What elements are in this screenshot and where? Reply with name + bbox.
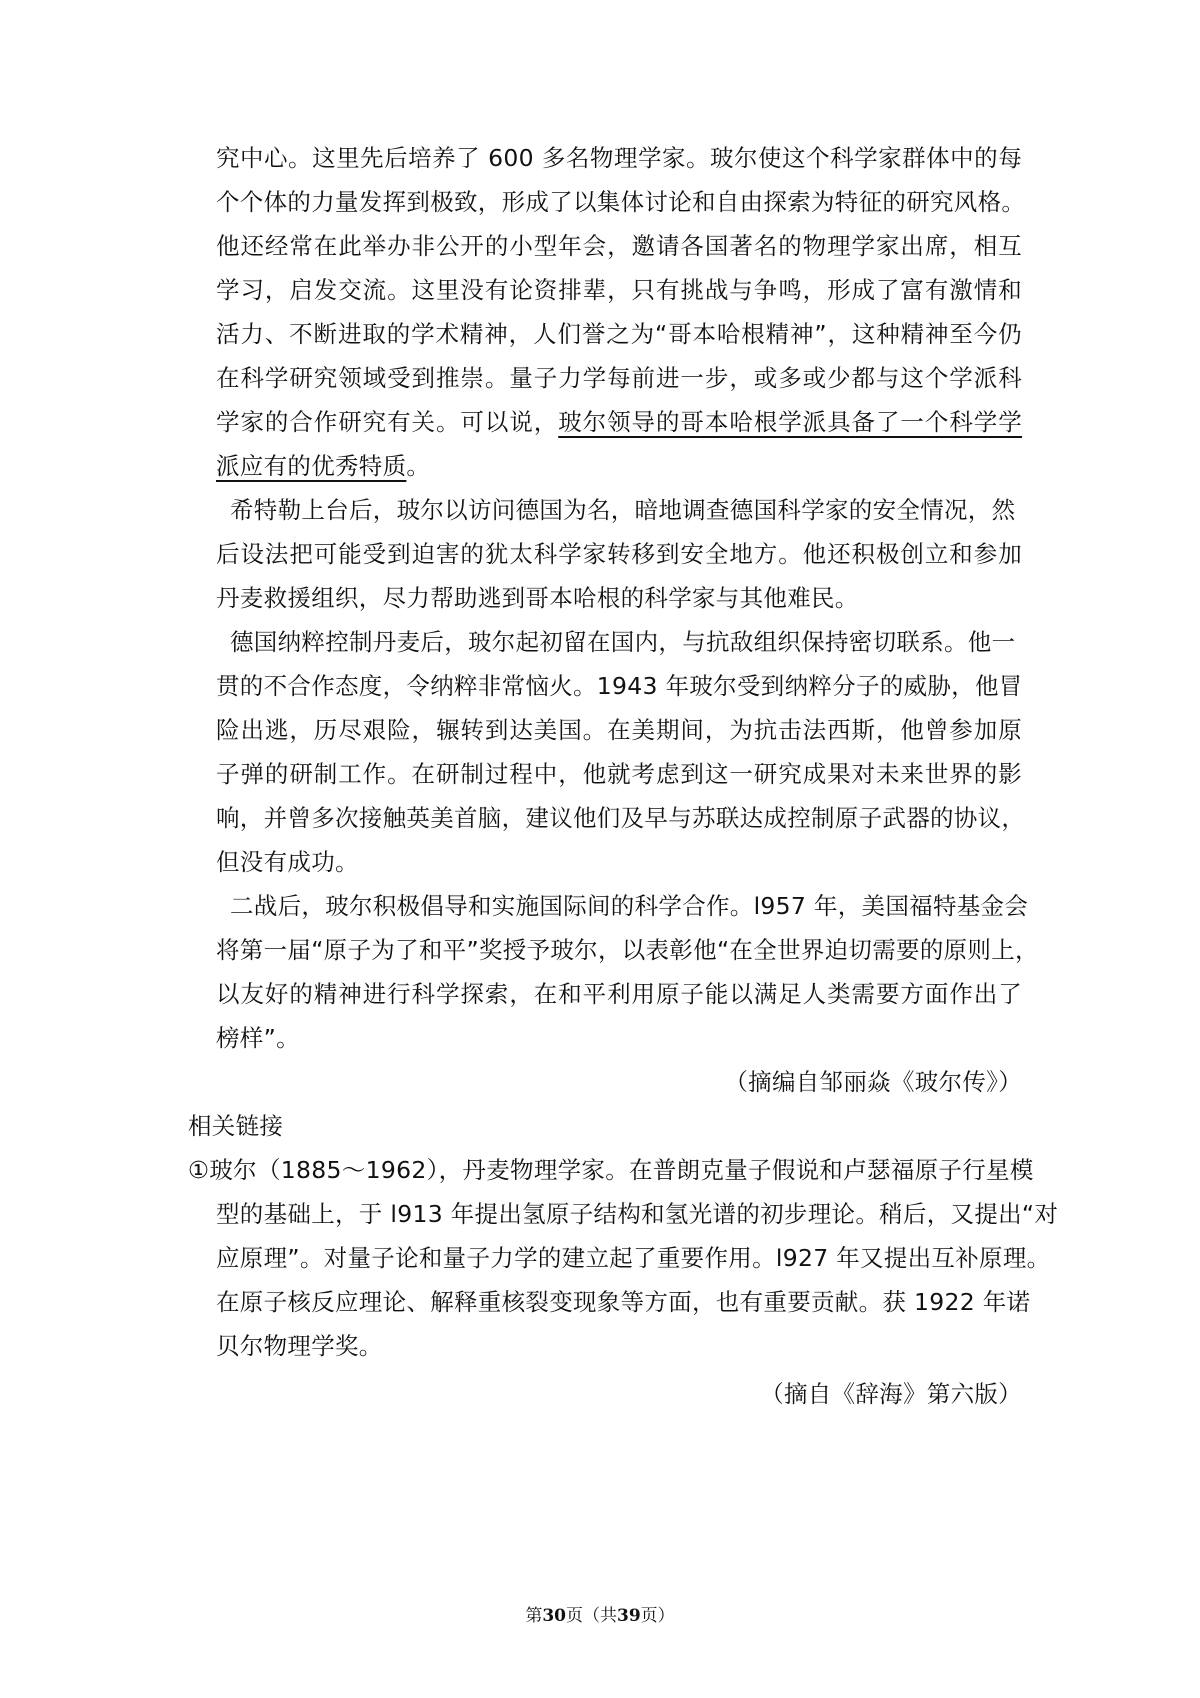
text-line: 希特勒上台后，玻尔以访问德国为名，暗地调查德国科学家的安全情况，然 bbox=[230, 496, 1016, 524]
underlined-text: 玻尔领导的哥本哈根学派具备了一个科学学 bbox=[558, 408, 1023, 436]
page-number: 30 bbox=[542, 1606, 566, 1626]
text-segment: 。 bbox=[406, 452, 431, 480]
text-line: 活力、不断进取的学术精神，人们誉之为“哥本哈根精神”，这种精神至今仍 bbox=[216, 320, 1022, 348]
text-line: 型的基础上，于 l913 年提出氢原子结构和氢光谱的初步理论。稍后，又提出“对 bbox=[216, 1200, 1059, 1228]
source-citation: （摘自《辞海》第六版） bbox=[760, 1380, 1022, 1408]
section-heading: 相关链接 bbox=[188, 1112, 284, 1140]
text-line: 榜样”。 bbox=[216, 1024, 300, 1052]
page-footer bbox=[0, 1604, 1200, 1628]
text-line: 应原理”。对量子论和量子力学的建立起了重要作用。l927 年又提出互补原理。 bbox=[216, 1244, 1051, 1272]
footer-suffix: 页） bbox=[640, 1606, 675, 1626]
text-line bbox=[216, 406, 1022, 438]
text-segment: 学家的合作研究有关。可以说， bbox=[216, 408, 559, 436]
text-line: 贯的不合作态度，令纳粹非常恼火。1943 年玻尔受到纳粹分子的威胁，他冒 bbox=[216, 672, 1023, 700]
text-line: 个个体的力量发挥到极致，形成了以集体讨论和自由探索为特征的研究风格。 bbox=[216, 188, 1026, 216]
text-line: 响，并曾多次接触英美首脑，建议他们及早与苏联达成控制原子武器的协议， bbox=[216, 804, 1026, 832]
text-line: 学习，启发交流。这里没有论资排辈，只有挑战与争鸣，形成了富有激情和 bbox=[216, 276, 1022, 304]
text-line: 在原子核反应理论、解释重核裂变现象等方面，也有重要贡献。获 1922 年诺 bbox=[216, 1288, 1031, 1316]
text-line: 将第一届“原子为了和平”奖授予玻尔，以表彰他“在全世界迫切需要的原则上， bbox=[216, 936, 1039, 964]
text-line: 以友好的精神进行科学探索，在和平利用原子能以满足人类需要方面作出了 bbox=[216, 980, 1022, 1008]
text-line: 子弹的研制工作。在研制过程中，他就考虑到这一研究成果对未来世界的影 bbox=[216, 760, 1022, 788]
source-citation: （摘编自邹丽焱《玻尔传》） bbox=[724, 1068, 1022, 1096]
text-line: 他还经常在此举办非公开的小型年会，邀请各国著名的物理学家出席，相互 bbox=[216, 232, 1022, 260]
text-line: 二战后，玻尔积极倡导和实施国际间的科学合作。l957 年，美国福特基金会 bbox=[230, 892, 1029, 920]
text-line: ①玻尔（1885～1962），丹麦物理学家。在普朗克量子假说和卢瑟福原子行星模 bbox=[188, 1156, 1034, 1184]
text-line: 究中心。这里先后培养了 600 多名物理学家。玻尔使这个科学家群体中的每 bbox=[216, 144, 1022, 172]
text-line: 在科学研究领域受到推崇。量子力学每前进一步，或多或少都与这个学派科 bbox=[216, 364, 1022, 392]
text-line bbox=[216, 450, 430, 482]
text-line: 但没有成功。 bbox=[216, 848, 359, 876]
text-line: 险出逃，历尽艰险，辗转到达美国。在美期间，为抗击法西斯，他曾参加原 bbox=[216, 716, 1022, 744]
text-line: 贝尔物理学奖。 bbox=[216, 1332, 383, 1360]
underlined-text: 派应有的优秀特质 bbox=[216, 452, 407, 480]
footer-middle: 页（共 bbox=[566, 1606, 617, 1626]
total-pages: 39 bbox=[617, 1606, 641, 1626]
text-line: 后设法把可能受到迫害的犹太科学家转移到安全地方。他还积极创立和参加 bbox=[216, 540, 1022, 568]
text-line: 丹麦救援组织，尽力帮助逃到哥本哈根的科学家与其他难民。 bbox=[216, 584, 859, 612]
text-line: 德国纳粹控制丹麦后，玻尔起初留在国内，与抗敌组织保持密切联系。他一 bbox=[230, 628, 1016, 656]
footer-prefix: 第 bbox=[525, 1606, 543, 1626]
